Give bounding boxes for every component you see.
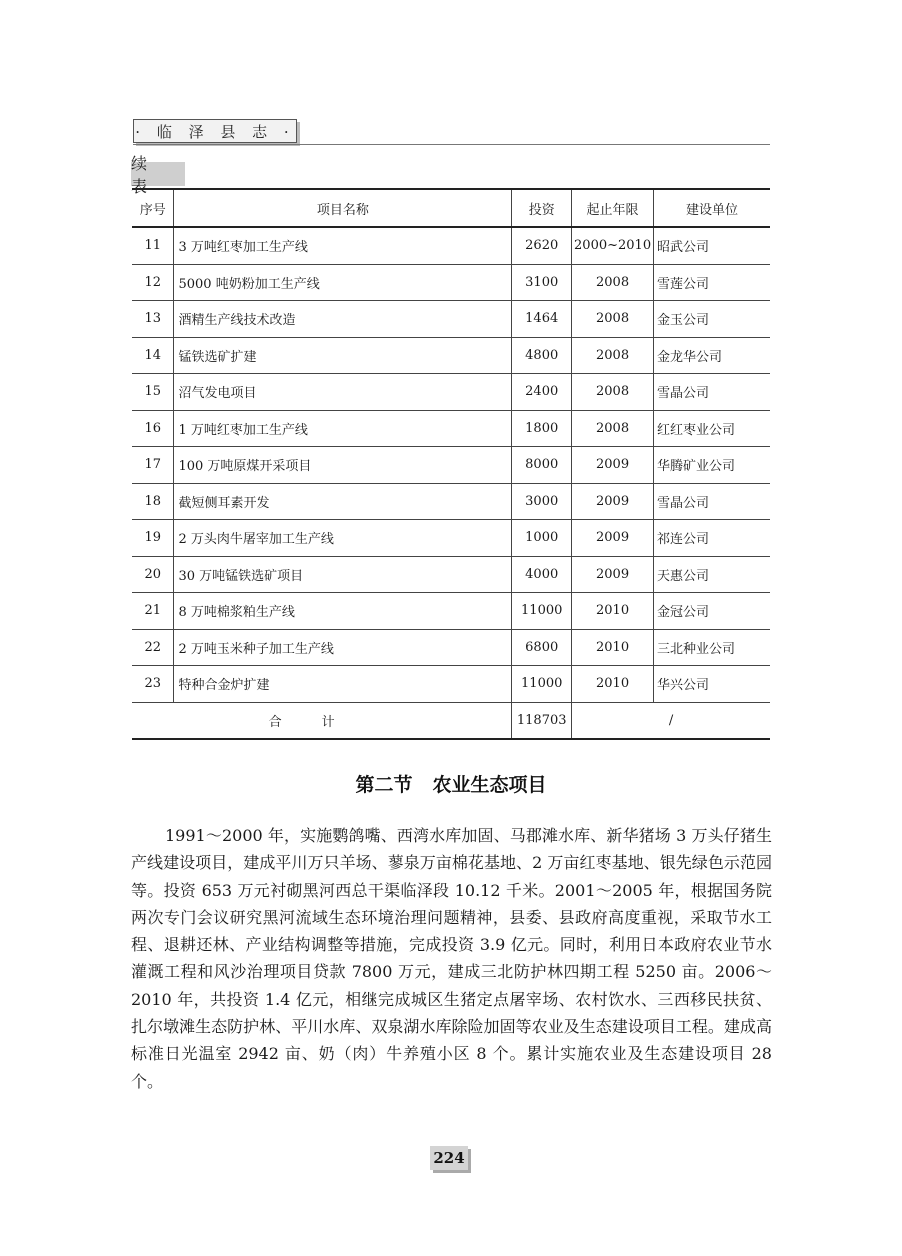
cell-investment: 6800 (512, 629, 572, 666)
table-row (132, 483, 770, 520)
table-row (132, 301, 770, 338)
cell-years: 2008 (572, 264, 654, 301)
cell-builder: 雪莲公司 (654, 264, 770, 301)
cell-investment: 2620 (512, 227, 572, 264)
header-no: 序号 (132, 189, 174, 227)
cell-project-name: 沼气发电项目 (174, 374, 512, 411)
cell-no: 12 (132, 264, 174, 301)
section-title: 农业生态项目 (432, 774, 547, 796)
cell-no: 18 (132, 483, 174, 520)
cell-investment: 4800 (512, 337, 572, 374)
cell-project-name: 锰铁选矿扩建 (174, 337, 512, 374)
cell-no: 22 (132, 629, 174, 666)
cell-years: 2009 (572, 520, 654, 557)
table-row (132, 410, 770, 447)
cell-builder: 祁连公司 (654, 520, 770, 557)
cell-no: 19 (132, 520, 174, 557)
table-row (132, 264, 770, 301)
cell-project-name: 1 万吨红枣加工生产线 (174, 410, 512, 447)
header-investment: 投资 (512, 189, 572, 227)
cell-builder: 天惠公司 (654, 556, 770, 593)
cell-no: 15 (132, 374, 174, 411)
cell-project-name: 酒精生产线技术改造 (174, 301, 512, 338)
cell-builder: 雪晶公司 (654, 374, 770, 411)
total-row (132, 702, 770, 739)
header-project-name: 项目名称 (174, 189, 512, 227)
cell-years: 2008 (572, 301, 654, 338)
table-body (132, 227, 770, 739)
cell-years: 2009 (572, 447, 654, 484)
cell-years: 2000~2010 (572, 227, 654, 264)
table-continued-label: 续 表 (131, 162, 185, 186)
running-header: · 临 泽 县 志 · (133, 119, 297, 143)
table-row (132, 629, 770, 666)
table-row (132, 374, 770, 411)
total-label: 合计 (132, 702, 512, 739)
total-note: / (572, 702, 770, 739)
cell-project-name: 30 万吨锰铁选矿项目 (174, 556, 512, 593)
page-number: 224 (430, 1146, 468, 1170)
cell-project-name: 截短侧耳素开发 (174, 483, 512, 520)
projects-table (132, 188, 770, 740)
table-row (132, 520, 770, 557)
total-investment: 118703 (512, 702, 572, 739)
cell-no: 14 (132, 337, 174, 374)
cell-project-name: 5000 吨奶粉加工生产线 (174, 264, 512, 301)
table-row (132, 556, 770, 593)
cell-investment: 3000 (512, 483, 572, 520)
header-builder: 建设单位 (654, 189, 770, 227)
cell-builder: 金龙华公司 (654, 337, 770, 374)
section-heading (0, 770, 902, 797)
table-row (132, 447, 770, 484)
cell-investment: 11000 (512, 593, 572, 630)
cell-no: 17 (132, 447, 174, 484)
cell-investment: 1000 (512, 520, 572, 557)
cell-no: 11 (132, 227, 174, 264)
cell-project-name: 3 万吨红枣加工生产线 (174, 227, 512, 264)
cell-no: 16 (132, 410, 174, 447)
cell-builder: 华腾矿业公司 (654, 447, 770, 484)
cell-project-name: 100 万吨原煤开采项目 (174, 447, 512, 484)
cell-project-name: 特种合金炉扩建 (174, 666, 512, 703)
table-row (132, 666, 770, 703)
cell-years: 2008 (572, 337, 654, 374)
header-years: 起止年限 (572, 189, 654, 227)
cell-investment: 11000 (512, 666, 572, 703)
cell-no: 23 (132, 666, 174, 703)
cell-builder: 昭武公司 (654, 227, 770, 264)
cell-builder: 华兴公司 (654, 666, 770, 703)
cell-builder: 金玉公司 (654, 301, 770, 338)
cell-no: 13 (132, 301, 174, 338)
table-row (132, 593, 770, 630)
cell-investment: 1800 (512, 410, 572, 447)
cell-no: 21 (132, 593, 174, 630)
cell-years: 2010 (572, 666, 654, 703)
cell-investment: 1464 (512, 301, 572, 338)
cell-project-name: 2 万吨玉米种子加工生产线 (174, 629, 512, 666)
table-row (132, 227, 770, 264)
cell-project-name: 2 万头肉牛屠宰加工生产线 (174, 520, 512, 557)
cell-investment: 2400 (512, 374, 572, 411)
cell-builder: 红红枣业公司 (654, 410, 770, 447)
cell-builder: 三北种业公司 (654, 629, 770, 666)
cell-no: 20 (132, 556, 174, 593)
cell-investment: 8000 (512, 447, 572, 484)
cell-investment: 3100 (512, 264, 572, 301)
cell-years: 2010 (572, 593, 654, 630)
section-number: 第二节 (355, 774, 413, 796)
cell-years: 2010 (572, 629, 654, 666)
table-row (132, 337, 770, 374)
cell-years: 2008 (572, 410, 654, 447)
cell-years: 2008 (572, 374, 654, 411)
header-rule (133, 144, 770, 145)
cell-years: 2009 (572, 483, 654, 520)
body-paragraph: 1991～2000 年，实施鹦鸽嘴、西湾水库加固、马郡滩水库、新华猪场 3 万头仔猪生产线建设项目，建成平川万只羊场、蓼泉万亩棉花基地、2 万亩红枣基地、银先绿色示范园等。投资 653 万元衬砌黑河西总干渠临泽段 10.12 千米。2001～2005 年，根据国务院两次专门会议研究黑河流域生态环境治理问题精神，县委、县政府高度重视，采取节水工程、退耕还林、产业结构调整等措施，完成投资 3.9 亿元。同时，利用日本政府农业节水灌溉工程和风沙治理项目贷款 7800 万元，建成三北防护林四期工程 5250 亩。2006～2010 年，共投资 1.4 亿元，相继完成城区生猪定点屠宰场、农村饮水、三西移民扶贫、扎尔墩滩生态防护林、平川水库、双泉湖水库除险加固等农业及生态建设项目工程。建成高标准日光温室 2942 亩、奶（肉）牛养殖小区 8 个。累计实施农业及生态建设项目 28 个。 (131, 826, 772, 1091)
cell-builder: 金冠公司 (654, 593, 770, 630)
table-header-row (132, 189, 770, 227)
cell-project-name: 8 万吨棉浆粕生产线 (174, 593, 512, 630)
cell-investment: 4000 (512, 556, 572, 593)
cell-builder: 雪晶公司 (654, 483, 770, 520)
cell-years: 2009 (572, 556, 654, 593)
